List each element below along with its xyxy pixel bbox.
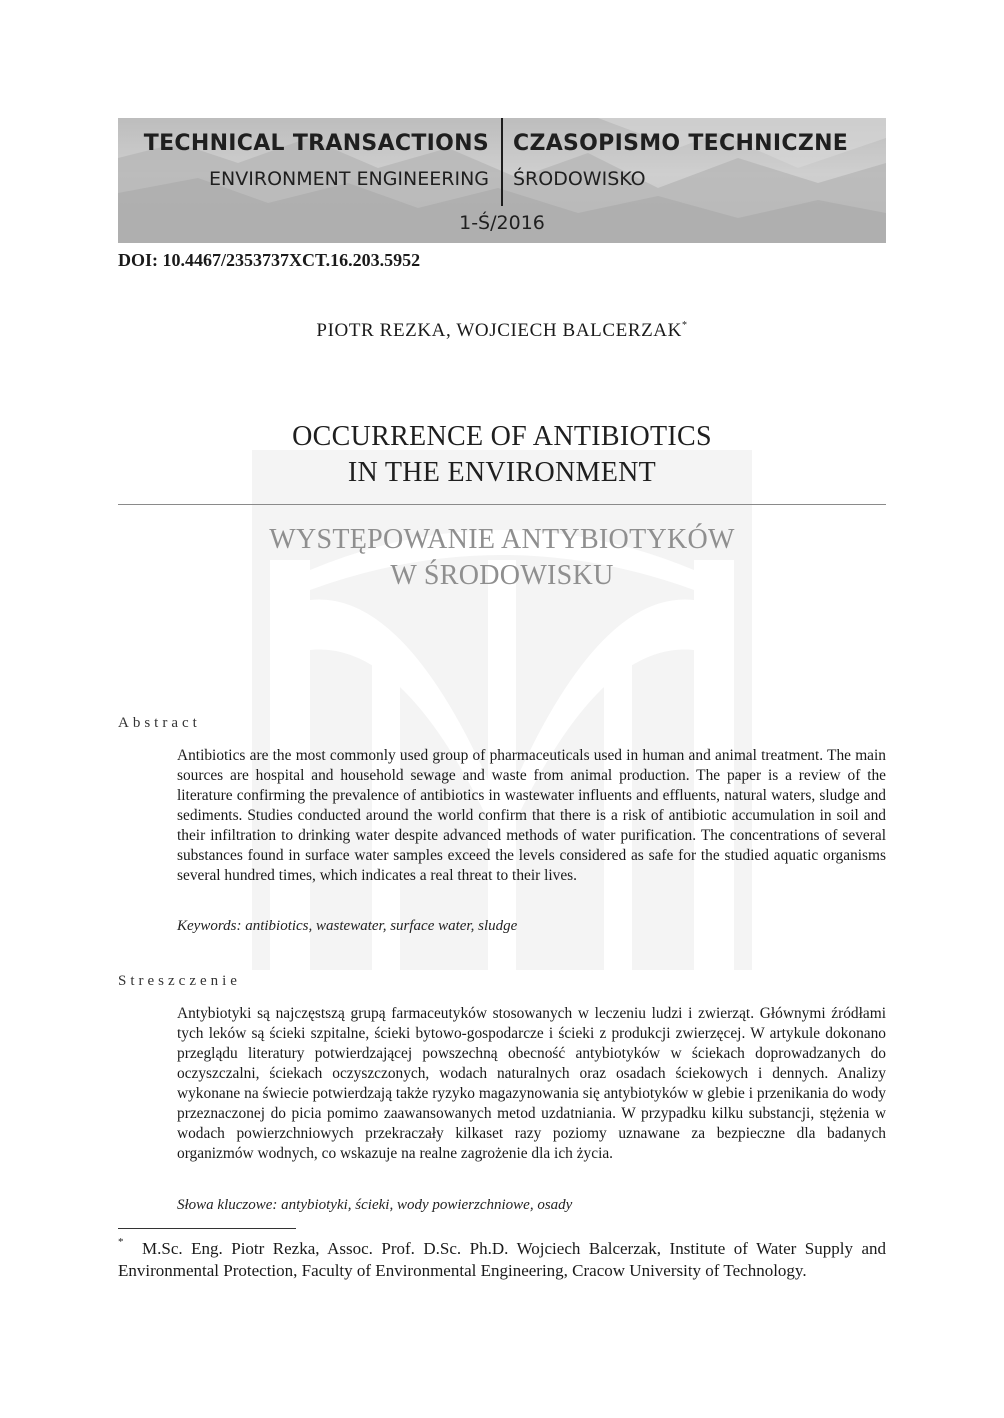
title-english — [0, 419, 1004, 491]
title-polish — [0, 522, 1004, 594]
footnote-text: M.Sc. Eng. Piotr Rezka, Assoc. Prof. D.Sc. Ph.D. Wojciech Balcerzak, Institute of Water Supply and Environmental Protection, Faculty of Environmental Engineering, Cracow University of Technology. — [118, 1239, 886, 1280]
journal-banner — [118, 118, 886, 243]
journal-section-pl: ŚRODOWISKO — [513, 168, 646, 190]
issue-number: 1-Ś/2016 — [459, 212, 545, 234]
title-en-line2: IN THE ENVIRONMENT — [347, 457, 657, 488]
footnote-rule — [118, 1228, 296, 1229]
journal-section-en: ENVIRONMENT ENGINEERING — [209, 168, 489, 190]
banner-divider — [501, 118, 503, 206]
streszczenie-keywords: Słowa kluczowe: antybiotyki, ścieki, wody powierzchniowe, osady — [177, 1197, 573, 1213]
journal-title-pl: CZASOPISMO TECHNICZNE — [513, 131, 849, 156]
title-pl-line1: WYSTĘPOWANIE ANTYBIOTYKÓW — [269, 524, 735, 555]
abstract-keywords: Keywords: antibiotics, wastewater, surface water, sludge — [177, 918, 518, 934]
abstract-heading: Abstract — [118, 715, 201, 731]
authors-footnote-mark: * — [681, 320, 688, 331]
footnote-mark: * — [118, 1236, 124, 1248]
streszczenie-heading: Streszczenie — [118, 973, 241, 989]
title-pl-line2: W ŚRODOWISKU — [390, 560, 614, 591]
streszczenie-text: Antybiotyki są najczęstszą grupą farmaceutyków stosowanych w leczeniu ludzi i zwierząt. Głównymi źródłami tych leków są ścieki szpitalne, ścieki bytowo-gospodarcze i ścieki z produkcji zwierzęcej. W artykule dokonano przeglądu literatury potwierdzającej powszechną obecność antybiotyków w ściekach doprowadzanych do oczyszczalni, ściekach oczyszczonych, wodach naturalnych oraz osadach ściekowych i dennych. Analizy wykonane na świecie potwierdzają także ryzyko magazynowania się antybiotyków w glebie i przenikania do wody przeznaczonej do picia pomimo zaawansowanych metod uzdatniania. W przypadku kilku substancji, stężenia w wodach powierzchniowych przekraczały kilkaset razy poziomy uznawane za bezpieczne dla badanych organizmów wodnych, co wskazuje na realne zagrożenie dla ich życia. — [177, 1005, 886, 1162]
doi: DOI: 10.4467/2353737XCT.16.203.5952 — [118, 250, 421, 270]
journal-title-en: TECHNICAL TRANSACTIONS — [143, 131, 489, 156]
title-separator — [118, 504, 886, 505]
authors — [0, 320, 1004, 342]
abstract-text: Antibiotics are the most commonly used group of pharmaceuticals used in human and animal treatment. The main sources are hospital and household sewage and waste from animal production. The paper is a review of the literature confirming the prevalence of antibiotics in wastewater influents and effluents, natural waters, sludge and sediments. Studies conducted around the world confirm that there is a risk of antibiotic accumulation in soil and their infiltration to drinking water despite advanced methods of water purification. The concentrations of several substances found in surface water samples exceed the levels considered as safe for the studied aquatic organisms several hundred times, which indicates a real threat to their lives. — [177, 747, 886, 884]
authors-names: PIOTR REZKA, WOJCIECH BALCERZAK — [316, 320, 682, 341]
title-en-line1: OCCURRENCE OF ANTIBIOTICS — [292, 421, 712, 452]
